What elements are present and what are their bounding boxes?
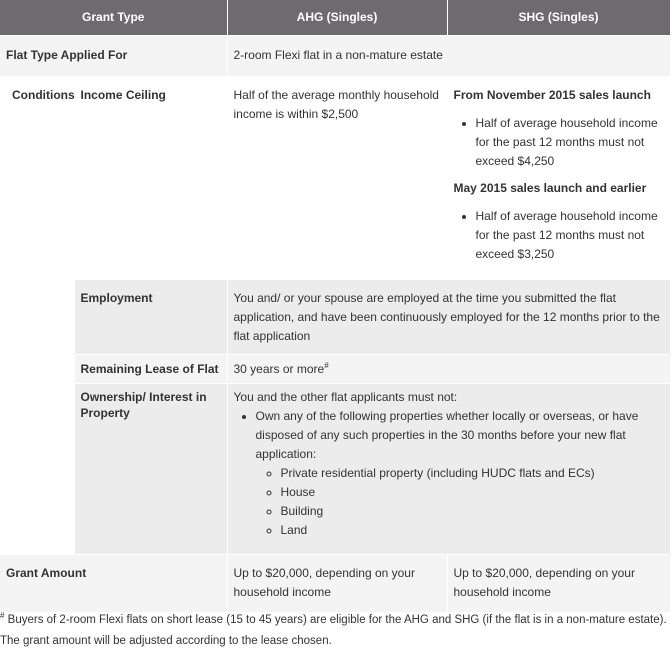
employment-value: You and/ or your spouse are employed at the time you submitted the flat application, and have been continuously employed for the 12 months prior to the flat application [227, 280, 670, 355]
lease-footnote-mark: # [324, 361, 329, 370]
grant-amount-row [0, 555, 670, 613]
income-ceiling-label: Income Ceiling [74, 77, 227, 280]
income-ahg: Half of the average monthly household income is within $2,500 [227, 77, 447, 280]
footnote [0, 610, 670, 652]
flat-type-label: Flat Type Applied For [0, 36, 227, 77]
income-row [0, 77, 670, 280]
ownership-sub-item: ◦ House [281, 483, 664, 502]
header-grant-type: Grant Type [0, 0, 227, 36]
shg-block2-list [454, 207, 664, 264]
ownership-item [256, 407, 664, 540]
header-row [0, 0, 670, 36]
grant-amount-label: Grant Amount [0, 555, 227, 613]
lease-row [0, 355, 670, 384]
ownership-label: Ownership/ Interest in Property [74, 384, 227, 555]
ownership-value [227, 384, 670, 555]
header-shg: SHG (Singles) [447, 0, 670, 36]
conditions-label: Conditions [0, 77, 74, 555]
lease-label: Remaining Lease of Flat [74, 355, 227, 384]
header-ahg: AHG (Singles) [227, 0, 447, 36]
shg-block1-title: From November 2015 sales launch [453, 88, 651, 102]
employment-label: Employment [74, 280, 227, 355]
flat-type-value: 2-room Flexi flat in a non-mature estate [227, 36, 670, 77]
ownership-sub-item: ◦ Private residential property (including HUDC flats and ECs) [281, 464, 664, 483]
employment-row [0, 280, 670, 355]
ownership-sub-item: ◦ Building [281, 502, 664, 521]
income-shg [447, 77, 670, 280]
footnote-text: Buyers of 2-room Flexi flats on short lease (15 to 45 years) are eligible for the AHG and SHG (if the flat is in a non-mature estate). The grant amount will be adjusted according to the lease chosen. [0, 614, 667, 647]
shg-block1-list [454, 114, 664, 171]
shg-block2-title: May 2015 sales launch and earlier [453, 181, 647, 195]
lease-value-text: 30 years or more [233, 362, 325, 376]
ownership-intro: You and the other flat applicants must not: [233, 390, 458, 404]
grant-amount-ahg: Up to $20,000, depending on your household income [227, 555, 447, 613]
ownership-row [0, 384, 670, 555]
ownership-sub-list [256, 464, 664, 540]
ownership-sub-item: ◦ Land [281, 521, 664, 540]
ownership-item-text: Own any of the following properties whether locally or overseas, or have disposed of any such properties in the 30 months before your new flat application: [255, 409, 639, 461]
shg-block1-item: • Half of average household income for the past 12 months must not exceed $4,250 [476, 114, 664, 171]
flat-type-row [0, 36, 670, 77]
lease-value [227, 355, 670, 384]
grant-amount-shg: Up to $20,000, depending on your household income [447, 555, 670, 613]
ownership-list [234, 407, 664, 540]
footnote-mark: # [0, 611, 5, 621]
shg-block2-item: • Half of average household income for the past 12 months must not exceed $3,250 [476, 207, 664, 264]
